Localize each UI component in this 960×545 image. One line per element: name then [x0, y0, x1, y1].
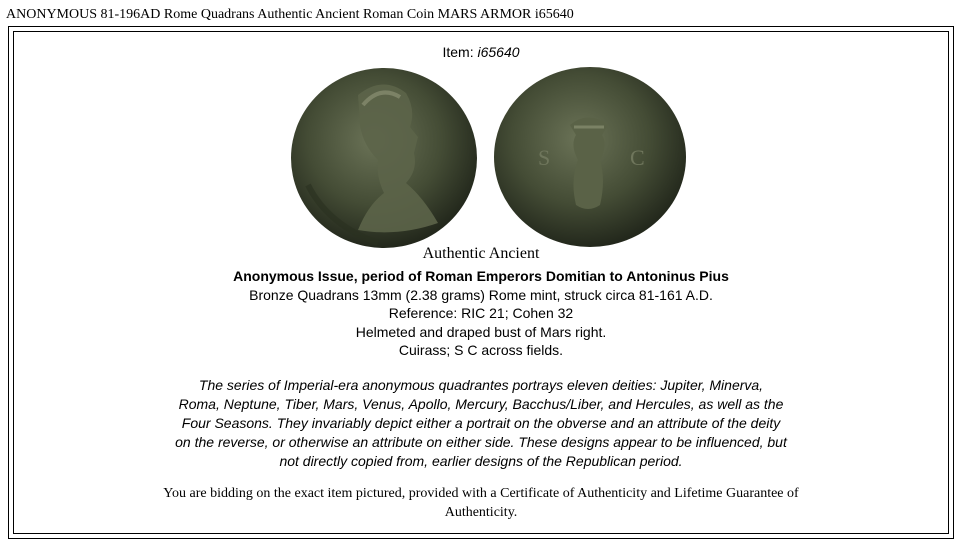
section-heading: Authentic Ancient [422, 245, 540, 262]
listing-title: ANONYMOUS 81-196AD Rome Quadrans Authentic Ancient Roman Coin MARS ARMOR i65640 [6, 7, 574, 22]
description-line: Four Seasons. They invariably depict either a portrait on the obverse and an attribute of the deity [181, 415, 781, 431]
coin-reverse [494, 67, 686, 247]
description-line: The series of Imperial-era anonymous quadrantes portrays eleven deities: Jupiter, Minerva, [198, 377, 764, 393]
description-line: not directly copied from, earlier designs of the Republican period. [279, 453, 683, 469]
reverse-letter-c: C [630, 145, 645, 170]
issue-heading: Anonymous Issue, period of Roman Emperors Domitian to Antoninus Pius [233, 268, 729, 284]
detail-line: Cuirass; S C across fields. [398, 342, 564, 358]
footer-line: Authenticity. [444, 505, 518, 520]
description-line: on the reverse, or otherwise an attribute on either side. These designs appear to be influenced, but [175, 434, 787, 450]
listing-inner-frame [13, 31, 949, 534]
item-label: Item: [442, 44, 474, 60]
description-line: Roma, Neptune, Tiber, Mars, Venus, Apollo, Mercury, Bacchus/Liber, and Hercules, as well as the [178, 396, 784, 412]
footer-line: You are bidding on the exact item pictured, provided with a Certificate of Authenticity and Lifetime Guarantee of [163, 486, 799, 501]
item-id: i65640 [477, 44, 520, 60]
coin-obverse [291, 68, 477, 248]
item-line [14, 44, 948, 60]
reverse-letter-s: S [538, 145, 551, 170]
detail-line: Helmeted and draped bust of Mars right. [355, 324, 607, 340]
coin-photo [288, 65, 688, 251]
detail-line: Reference: RIC 21; Cohen 32 [388, 305, 574, 321]
listing-frame [8, 26, 954, 539]
detail-line: Bronze Quadrans 13mm (2.38 grams) Rome mint, struck circa 81-161 A.D. [249, 287, 713, 303]
